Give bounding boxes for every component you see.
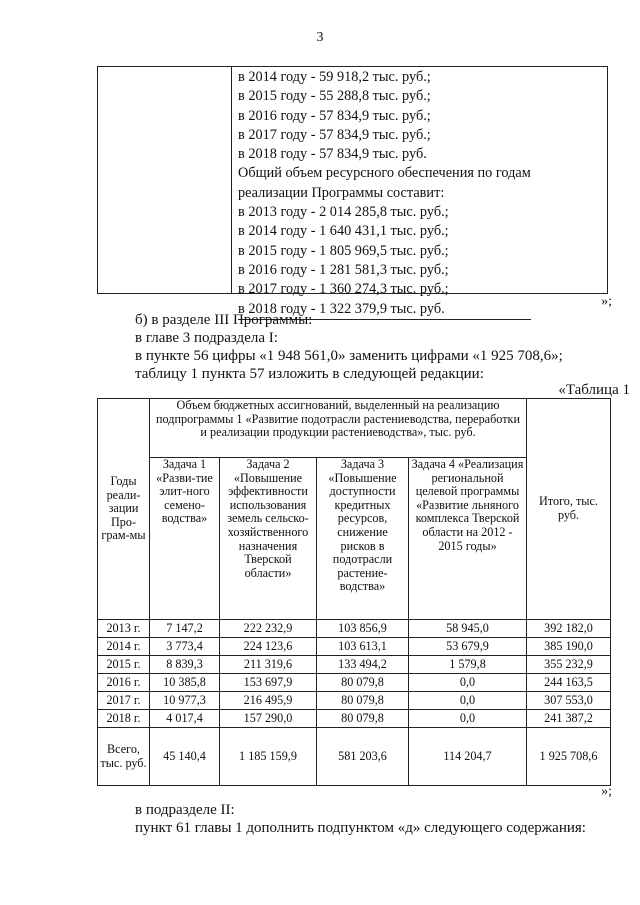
value-cell: 80 079,8 (317, 710, 409, 728)
task-header: Задача 4 «Реализация региональной целевой программы «Развитие льняного комплекса Тверской области на 2012 - 2015 годы» (409, 458, 527, 620)
total-cell: 385 190,0 (527, 638, 611, 656)
group-header: Объем бюджетных ассигнований, выделенный на реализацию подпрограммы 1 «Развитие подотрасли растениеводства, переработки и реализации продукции растениеводства», тыс. руб. (150, 399, 527, 458)
resource-line: Общий объем ресурсного обеспечения по годам (238, 165, 531, 182)
total-cell: 244 163,5 (527, 674, 611, 692)
total-cell: 241 387,2 (527, 710, 611, 728)
total-row (98, 728, 611, 786)
quote-end-mark: »; (601, 784, 612, 799)
budget-table (97, 398, 611, 786)
year-header: Годы реали-зации Про-грам-мы (98, 399, 150, 620)
value-cell: 222 232,9 (220, 620, 317, 638)
resource-line: реализации Программы составит: (238, 184, 445, 201)
task-header: Задача 1 «Разви-тие элит-ного семено-водства» (150, 458, 220, 620)
value-cell: 8 839,3 (150, 656, 220, 674)
table-row (98, 674, 611, 692)
value-cell: 153 697,9 (220, 674, 317, 692)
value-cell: 80 079,8 (317, 692, 409, 710)
resource-line: в 2018 году - 1 322 379,9 тыс. руб. (238, 300, 531, 320)
value-cell: 224 123,6 (220, 638, 317, 656)
page-number: 3 (316, 30, 324, 45)
resource-line: в 2014 году - 59 918,2 тыс. руб.; (238, 69, 431, 85)
year-cell: 2017 г. (98, 692, 150, 710)
paragraph: в подразделе II: (135, 802, 235, 818)
resource-line: в 2015 году - 55 288,8 тыс. руб.; (238, 88, 431, 105)
table-row (98, 638, 611, 656)
value-cell: 7 147,2 (150, 620, 220, 638)
paragraph: б) в разделе III Программы: (135, 312, 313, 328)
resource-line: в 2017 году - 57 834,9 тыс. руб.; (238, 126, 431, 143)
value-cell: 80 079,8 (317, 674, 409, 692)
resource-line: в 2015 году - 1 805 969,5 тыс. руб.; (238, 242, 449, 259)
table-label: «Таблица 1 (558, 382, 630, 398)
year-cell: 2016 г. (98, 674, 150, 692)
total-cell: 392 182,0 (527, 620, 611, 638)
value-cell: 3 773,4 (150, 638, 220, 656)
value-cell: 0,0 (409, 692, 527, 710)
paragraph: таблицу 1 пункта 57 изложить в следующей редакции: (135, 366, 484, 382)
total-cell: 1 925 708,6 (527, 728, 611, 786)
paragraph: пункт 61 главы 1 дополнить подпунктом «д» следующего содержания: (135, 820, 586, 836)
resource-line: в 2013 году - 2 014 285,8 тыс. руб.; (238, 204, 449, 221)
resource-table (97, 66, 608, 317)
table-divider (231, 67, 232, 293)
value-cell: 10 977,3 (150, 692, 220, 710)
resource-line: в 2018 году - 57 834,9 тыс. руб. (238, 146, 427, 163)
table-row (98, 656, 611, 674)
total-cell: 355 232,9 (527, 656, 611, 674)
value-cell: 216 495,9 (220, 692, 317, 710)
table-row (98, 692, 611, 710)
paragraph: в пункте 56 цифры «1 948 561,0» заменить цифрами «1 925 708,6»; (135, 348, 563, 364)
resource-lines (238, 68, 531, 320)
resource-line: в 2016 году - 1 281 581,3 тыс. руб.; (238, 261, 449, 278)
year-cell: 2013 г. (98, 620, 150, 638)
value-cell: 103 856,9 (317, 620, 409, 638)
table-row (98, 620, 611, 638)
value-cell: 1 185 159,9 (220, 728, 317, 786)
paragraph: в главе 3 подраздела I: (135, 330, 278, 346)
value-cell: 53 679,9 (409, 638, 527, 656)
resource-line: в 2014 году - 1 640 431,1 тыс. руб.; (238, 223, 449, 240)
total-header: Итого, тыс. руб. (527, 399, 611, 620)
value-cell: 0,0 (409, 710, 527, 728)
value-cell: 4 017,4 (150, 710, 220, 728)
year-cell: 2014 г. (98, 638, 150, 656)
value-cell: 581 203,6 (317, 728, 409, 786)
total-cell: 307 553,0 (527, 692, 611, 710)
value-cell: 45 140,4 (150, 728, 220, 786)
quote-end-mark: »; (601, 294, 612, 309)
resource-line: в 2017 году - 1 360 274,3 тыс. руб.; (238, 281, 449, 298)
task-header: Задача 3 «Повышение доступности кредитных ресурсов, снижение рисков в подотрасли растение-водства» (317, 458, 409, 620)
value-cell: 0,0 (409, 674, 527, 692)
value-cell: 58 945,0 (409, 620, 527, 638)
value-cell: 211 319,6 (220, 656, 317, 674)
table-row (98, 710, 611, 728)
resource-line: в 2016 году - 57 834,9 тыс. руб.; (238, 107, 431, 124)
year-cell: 2018 г. (98, 710, 150, 728)
year-cell: Всего, тыс. руб. (98, 728, 150, 786)
value-cell: 133 494,2 (317, 656, 409, 674)
task-header: Задача 2 «Повышение эффективности использования земель сельско-хозяйственного назначения Тверской области» (220, 458, 317, 620)
year-cell: 2015 г. (98, 656, 150, 674)
value-cell: 157 290,0 (220, 710, 317, 728)
value-cell: 10 385,8 (150, 674, 220, 692)
value-cell: 114 204,7 (409, 728, 527, 786)
value-cell: 1 579,8 (409, 656, 527, 674)
value-cell: 103 613,1 (317, 638, 409, 656)
